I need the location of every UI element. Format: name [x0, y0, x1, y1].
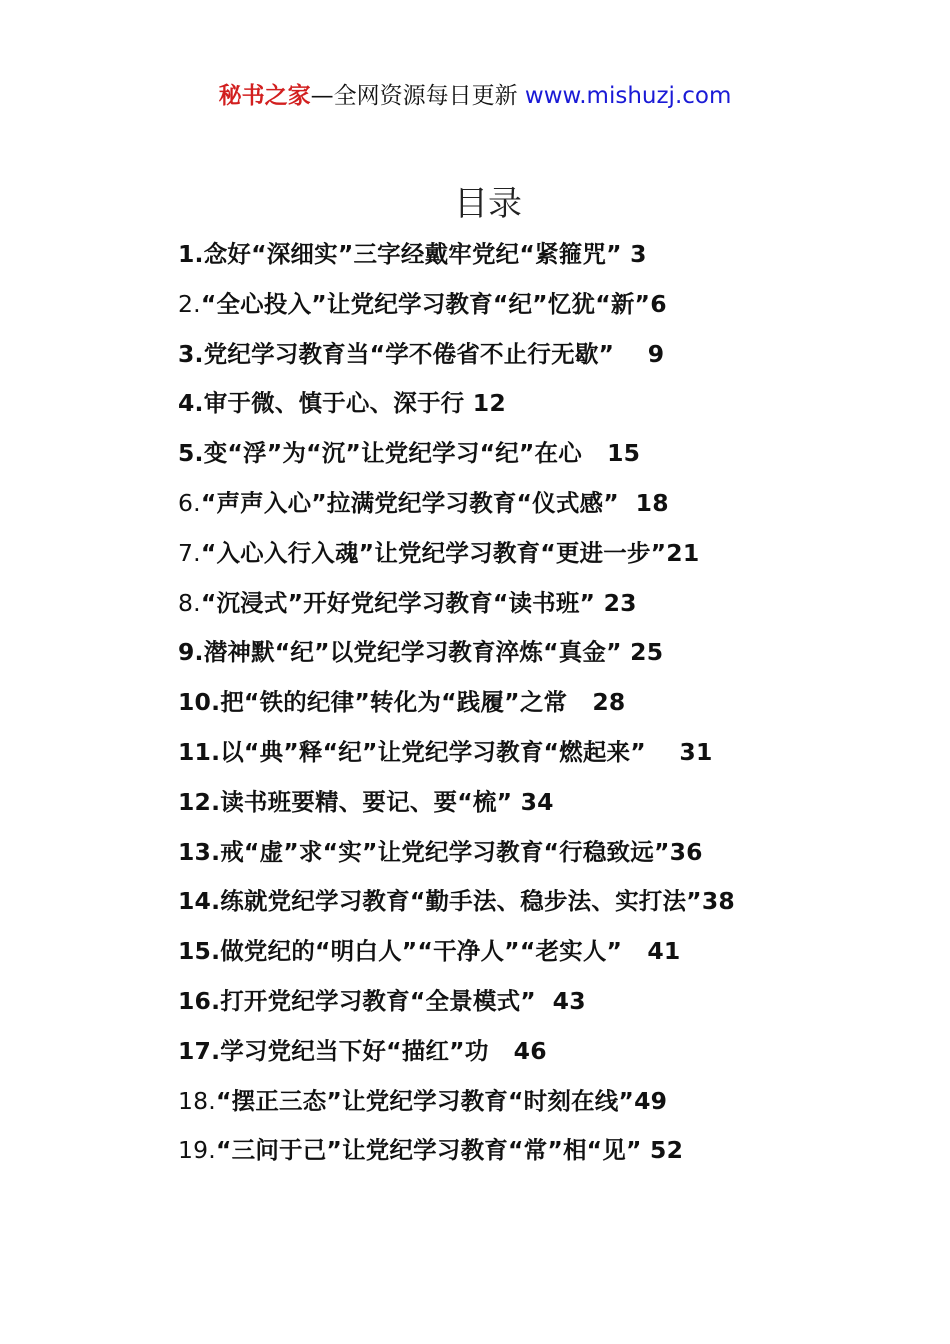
toc-entry-1[interactable]	[178, 230, 878, 280]
toc-entry-number: 4.	[178, 389, 204, 418]
toc-entry-number: 1.	[178, 240, 204, 268]
toc-entry-text: 变“浮”为“沉”让党纪学习“纪”在心 15	[203, 439, 641, 468]
toc-entry-number: 3.	[178, 339, 204, 368]
toc-entry-number: 14.	[178, 887, 221, 916]
toc-entry-number: 11.	[178, 737, 221, 766]
toc-entry-number: 17.	[178, 1036, 221, 1065]
toc-entry-text: 以“典”释“纪”让党纪学习教育“燃起来” 31	[220, 737, 713, 766]
toc-entry-6[interactable]	[178, 479, 878, 529]
toc-entry-text: 党纪学习教育当“学不倦省不止行无歇” 9	[203, 339, 665, 368]
toc-entry-number: 2.	[178, 289, 201, 318]
toc-entry-text: 审于微、慎于心、深于行 12	[203, 389, 506, 418]
toc-entry-text: “全心投入”让党纪学习教育“纪”忆犹“新”6	[200, 289, 667, 318]
toc-entry-3[interactable]	[178, 330, 878, 380]
toc-entry-text: 练就党纪学习教育“勤手法、稳步法、实打法”38	[220, 887, 735, 916]
site-header	[0, 80, 950, 112]
toc-entry-text: 潜神默“纪”以党纪学习教育淬炼“真金” 25	[203, 638, 664, 667]
toc-entry-text: “声声入心”拉满党纪学习教育“仪式感” 18	[200, 488, 669, 517]
brand-name: 秘书之家	[218, 83, 311, 109]
header-tagline: —全网资源每日更新	[310, 83, 518, 109]
toc-entry-16[interactable]	[178, 977, 878, 1027]
toc-entry-18[interactable]	[178, 1077, 878, 1127]
toc-entry-text: 把“铁的纪律”转化为“践履”之常 28	[220, 688, 626, 717]
toc-entry-number: 9.	[178, 638, 204, 667]
toc-entry-number: 6.	[178, 488, 201, 517]
toc-entry-text: “三问于己”让党纪学习教育“常”相“见” 52	[215, 1136, 684, 1165]
toc-entry-2[interactable]	[178, 280, 878, 330]
toc-entry-14[interactable]	[178, 877, 878, 927]
toc-entry-4[interactable]	[178, 379, 878, 429]
toc-entry-19[interactable]	[178, 1126, 878, 1176]
toc-entry-number: 12.	[178, 787, 221, 816]
toc-entry-number: 8.	[178, 588, 201, 617]
toc-entry-number: 15.	[178, 937, 221, 966]
toc-entry-15[interactable]	[178, 927, 878, 977]
toc-entry-text: 念好“深细实”三字经戴牢党纪“紧箍咒” 3	[203, 240, 647, 268]
toc-entry-number: 19.	[178, 1136, 216, 1165]
toc-entry-text: 做党纪的“明白人”“干净人”“老实人” 41	[220, 937, 681, 966]
toc-entry-17[interactable]	[178, 1027, 878, 1077]
toc-entry-9[interactable]	[178, 628, 878, 678]
toc-entry-text: 戒“虚”求“实”让党纪学习教育“行稳致远”36	[220, 837, 703, 866]
toc-entry-11[interactable]	[178, 728, 878, 778]
toc-entry-text: 读书班要精、要记、要“梳” 34	[220, 787, 554, 816]
toc-entry-7[interactable]	[178, 529, 878, 579]
toc-entry-number: 5.	[178, 439, 204, 468]
toc-entry-number: 10.	[178, 688, 221, 717]
toc-entry-number: 18.	[178, 1086, 216, 1115]
toc-entry-text: 打开党纪学习教育“全景模式” 43	[220, 986, 586, 1015]
page-title: 目录	[454, 184, 522, 224]
toc-entry-number: 7.	[178, 538, 201, 567]
toc-entry-10[interactable]	[178, 678, 878, 728]
toc-entry-number: 16.	[178, 986, 221, 1015]
toc-entry-number: 13.	[178, 837, 221, 866]
toc-entry-8[interactable]	[178, 579, 878, 629]
toc-entry-text: 学习党纪当下好“描红”功 46	[220, 1036, 547, 1065]
site-url-link[interactable]: www.mishuzj.com	[524, 83, 732, 109]
toc-entry-text: “沉浸式”开好党纪学习教育“读书班” 23	[200, 588, 637, 617]
toc-entry-text: “摆正三态”让党纪学习教育“时刻在线”49	[215, 1086, 668, 1115]
toc-entry-13[interactable]	[178, 828, 878, 878]
toc-entry-5[interactable]	[178, 429, 878, 479]
toc-entry-text: “入心入行入魂”让党纪学习教育“更进一步”21	[200, 538, 700, 567]
toc-entry-12[interactable]	[178, 778, 878, 828]
table-of-contents	[178, 230, 878, 1176]
